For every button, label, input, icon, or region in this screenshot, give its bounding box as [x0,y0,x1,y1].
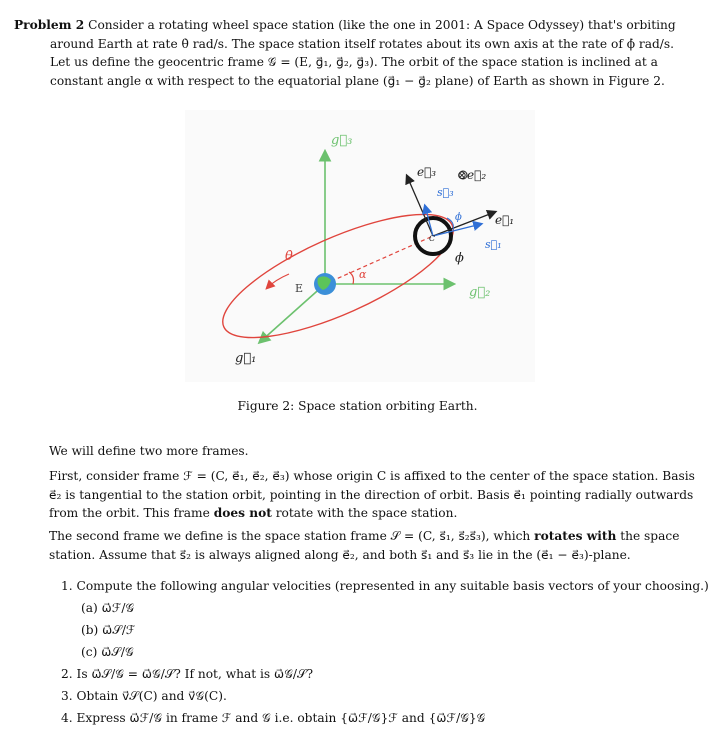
intro-text: We will define two more frames. [49,444,249,458]
s1-vector [433,224,481,236]
e1-vector [433,212,495,236]
para1-line-1: First, consider frame ℱ = (C, e⃗₁, e⃗₂, e⃗₃) whose origin C is affixed to the center of the space station. Basis [49,469,695,483]
paragraph-frame-s [49,527,710,564]
question-4: 4. Express ω⃗ℱ/𝒢 in frame ℱ and 𝒢 i.e. obtain {ω⃗ℱ/𝒢}ℱ and {ω⃗ℱ/𝒢}𝒢 [61,711,486,725]
label-g3: g⃗₃ [331,133,353,148]
question-1: 1. Compute the following angular velocities (represented in any suitable basis vectors of your choosing.) [61,579,709,593]
question-1b: (b) ω⃗𝒮/ℱ [81,623,136,637]
problem-text-1: Consider a rotating wheel space station (like the one in 2001: A Space Odyssey) that's orbiting [88,18,676,32]
problem-statement [14,16,710,90]
orbit-ellipse [208,190,467,361]
label-phi: ϕ [455,251,464,266]
question-1a: (a) ω⃗ℱ/𝒢 [81,601,135,615]
label-e3: e⃗₃ [417,165,437,179]
label-center: C [429,234,436,243]
figure-caption: Figure 2: Space station orbiting Earth. [237,399,478,413]
question-list [61,577,711,731]
label-s1: s⃗₁ [485,238,502,251]
alpha-arc [349,272,354,284]
label-alpha: α [359,268,367,281]
para2-line-1c: the space [620,529,680,543]
e3-vector [407,176,433,236]
problem-line-4: constant angle α with respect to the equatorial plane (g⃗₁ − g⃗₂ plane) of Earth as shown in Figure 2. [50,73,665,88]
question-1c: (c) ω⃗𝒮/𝒢 [81,645,134,659]
para2-rotates-with: rotates with [534,529,617,543]
label-earth: E [295,282,304,295]
problem-line-2: around Earth at rate θ̇ rad/s. The space station itself rotates about its own axis at the rate of ϕ̇ rad/s. [50,36,675,51]
label-s3: s⃗₃ [437,186,454,199]
paragraph-frame-f [49,467,710,523]
para2-line-2: station. Assume that s⃗₂ is always aligned along e⃗₂, and both s⃗₁ and s⃗₃ lie in the (e⃗₁ − e⃗₃)-plane. [49,547,631,562]
figure-drawing [185,110,535,382]
label-e2: ⊗e⃗₂ [457,168,487,182]
para2-line-1 [49,527,710,546]
label-theta: θ̇ [285,249,293,264]
para2-line-1a: The second frame we define is the space station frame 𝒮 = (C, s⃗₁, s⃗₂s⃗₃), which [49,529,531,543]
question-2: 2. Is ω⃗𝒮/𝒢 = ω⃗𝒢/𝒮? If not, what is ω⃗𝒢/𝒮? [61,667,313,681]
figure-space-station [185,110,535,382]
theta-arrow [267,274,289,288]
label-phi-inner: ϕ [455,212,462,223]
para1-line-3a: from the orbit. This frame [49,506,210,520]
label-g2: g⃗₂ [469,285,491,300]
para1-line-2: e⃗₂ is tangential to the station orbit, pointing in the direction of orbit. Basis e⃗₁ pointing radially outwards [49,487,694,502]
question-3: 3. Obtain v⃗𝒮(C) and v⃗𝒢(C). [61,689,227,703]
para1-does-not: does not [213,506,272,520]
para1-line-3c: rotate with the space station. [275,506,458,520]
label-e1: e⃗₁ [495,213,515,227]
problem-label: Problem 2 [14,18,85,32]
problem-line-3: Let us define the geocentric frame 𝒢 = (E, g⃗₁, g⃗₂, g⃗₃). The orbit of the space station is inclined at a [50,55,658,69]
para1-line-3 [49,504,710,523]
label-g1: g⃗₁ [235,351,257,366]
problem-line-1 [14,16,710,35]
g1-axis [260,284,325,342]
